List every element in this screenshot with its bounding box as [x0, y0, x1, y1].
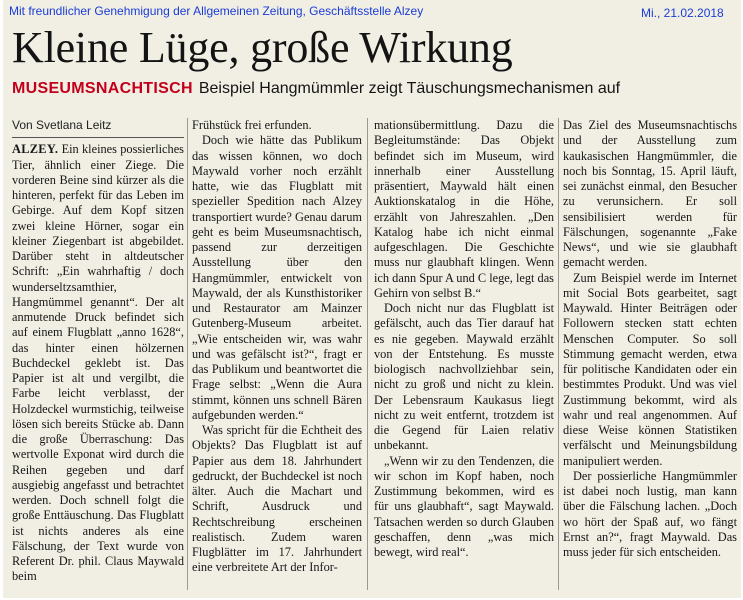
article-subtitle: Beispiel Hangmümmler zeigt Täuschungsmechanismen auf — [198, 80, 621, 97]
column-paragraph: „Wenn wir zu den Tendenzen, die wir schon im Kopf haben, noch Zustimmung bekommen, wird es für uns glaubhaft“, sagt Maywald. Tatsachen werden so durch Glauben geschaffen, denn „was mich bewegt, wird real“. — [374, 453, 554, 559]
paragraph-text: Ein kleines possierliches Tier, ähnlich einer Ziege. Die vorderen Beine sind kürzer als die hinteren, perfekt für das Leben im Gebirge. Auf dem Kopf sitzen zwei kleine Hörner, sogar ein kleiner Ziegenbart ist abgebildet. Darüber steht in altdeutscher Schrift: „Ein wahrhaftig / doch wunderseltzsamthier, Hangmümmel genannt“. Der alt anmutende Druck befindet sich auf einem Flugblatt „anno 1628“, das hinter einen hölzernen Buchdeckel geklebt ist. Das Papier ist alt und vergilbt, die Farbe leicht verblasst, der Holzdeckel wurmstichig, teilweise lösen sich bereits Stücke ab. Dann die große Überraschung: Das wertvolle Exponat wird durch die Reihen gegeben und darf ausgiebig angefasst und betrachtet werden. Doch schnell folgt die große Enttäuschung. Das Flugblatt ist nichts anderes als eine Fälschung, der Text wurde von Referent Dr. phil. Claus Maywald beim — [12, 142, 184, 584]
article-column-1 — [12, 118, 184, 585]
column-divider — [367, 118, 368, 590]
article-byline: Von Svetlana Leitz — [12, 118, 184, 138]
column-divider — [558, 118, 559, 590]
article-headline: Kleine Lüge, große Wirkung — [12, 23, 513, 72]
column-paragraph: Das Ziel des Museumsnachtischs und der Ausstellung zum kaukasischen Hangmümmler, die noch bis Sonntag, 15. April läuft, sei zunächst einmal, den Besucher zu verunsichern. Er soll sensibilisiert werden für Fälschungen, sogenannte „Fake News“, und wie sie glaubhaft gemacht werden. — [563, 118, 737, 270]
clipping-date: Mi., 21.02.2018 — [641, 6, 724, 20]
column-paragraph: Was spricht für die Echtheit des Objekts? Das Flugblatt ist auf Papier aus dem 18. Jahrhundert gedruckt, der Buchdeckel ist noch älter. Auch die Machart und Schrift, Ausdruck und Rechtschreibung erscheinen realistisch. Zudem waren Flugblätter im 17. Jahrhundert eine verbreitete Art der Infor- — [192, 423, 362, 575]
article-column-2 — [192, 118, 362, 576]
column-paragraph — [12, 142, 184, 584]
column-paragraph: Zum Beispiel werde im Internet mit Social Bots gearbeitet, sagt Maywald. Hinter Beiträgen oder Followern stecken statt echten Menschen Computer. So soll Stimmung gemacht werden, etwa für politische Kandidaten oder ein bestimmtes Produkt. Und was viel Zustimmung bekommt, wird als wahr und real angenommen. Auf diese Weise können Statistiken verfälscht und Meinungsbildung manipuliert werden. — [563, 270, 737, 468]
article-column-3 — [374, 118, 554, 560]
column-paragraph: Doch wie hätte das Publikum das wissen können, wo doch Maywald vorher noch erzählt hatte, wie das Flugblatt mit spezieller Spedition nach Alzey transportiert wurde? Genau darum geht es beim Museumsnachtisch, passend zur derzeitigen Ausstellung über den Hangmümmler, entwickelt von Maywald, der als Kunsthistoriker und Restaurator am Mainzer Gutenberg-Museum arbeitet. „Wie entscheiden wir, was wahr und was gefälscht ist?“, fragt er das Publikum und beantwortet die Frage selbst: „Wenn die Aura stimmt, können uns schnell Bären aufgebunden werden.“ — [192, 133, 362, 422]
column-paragraph: Der possierliche Hangmümmler ist dabei noch lustig, man kann über die Fälschung lachen. „Doch wo hört der Spaß auf, wo fängt Ernst an?“, fragt Maywald. Das muss jeder für sich entscheiden. — [563, 468, 737, 559]
column-paragraph: mationsübermittlung. Dazu die Begleitumstände: Das Objekt befindet sich im Museum, wird innerhalb einer Ausstellung präsentiert, Maywald hält einen Auktionskatalog in die Höhe, erzählt von Jahreszahlen. „Den Katalog habe ich nicht einmal aufgeschlagen. Die Geschichte muss nur glaubhaft klingen. Wenn ich dann Spur A und C lege, legt das Gehirn von selbst B.“ — [374, 118, 554, 300]
article-kicker: MUSEUMSNACHTISCH — [12, 80, 193, 97]
article-subline — [12, 80, 620, 98]
column-paragraph: Frühstück frei erfunden. — [192, 118, 312, 132]
article-column-4 — [563, 118, 737, 560]
column-divider — [187, 118, 188, 590]
article-dateline: ALZEY. — [12, 142, 59, 157]
source-credit: Mit freundlicher Genehmigung der Allgemeinen Zeitung, Geschäftsstelle Alzey — [9, 4, 424, 18]
column-paragraph: Doch nicht nur das Flugblatt ist gefälscht, auch das Tier darauf hat es nie gegeben. Maywald erzählt von der Entstehung. Es musste biologisch nachvollziehbar sein, nicht zu groß und nicht zu klein. Der Lebensraum Kaukasus liegt nicht zu weit entfernt, trotzdem ist die Gegend für Laien relativ unbekannt. — [374, 301, 554, 453]
